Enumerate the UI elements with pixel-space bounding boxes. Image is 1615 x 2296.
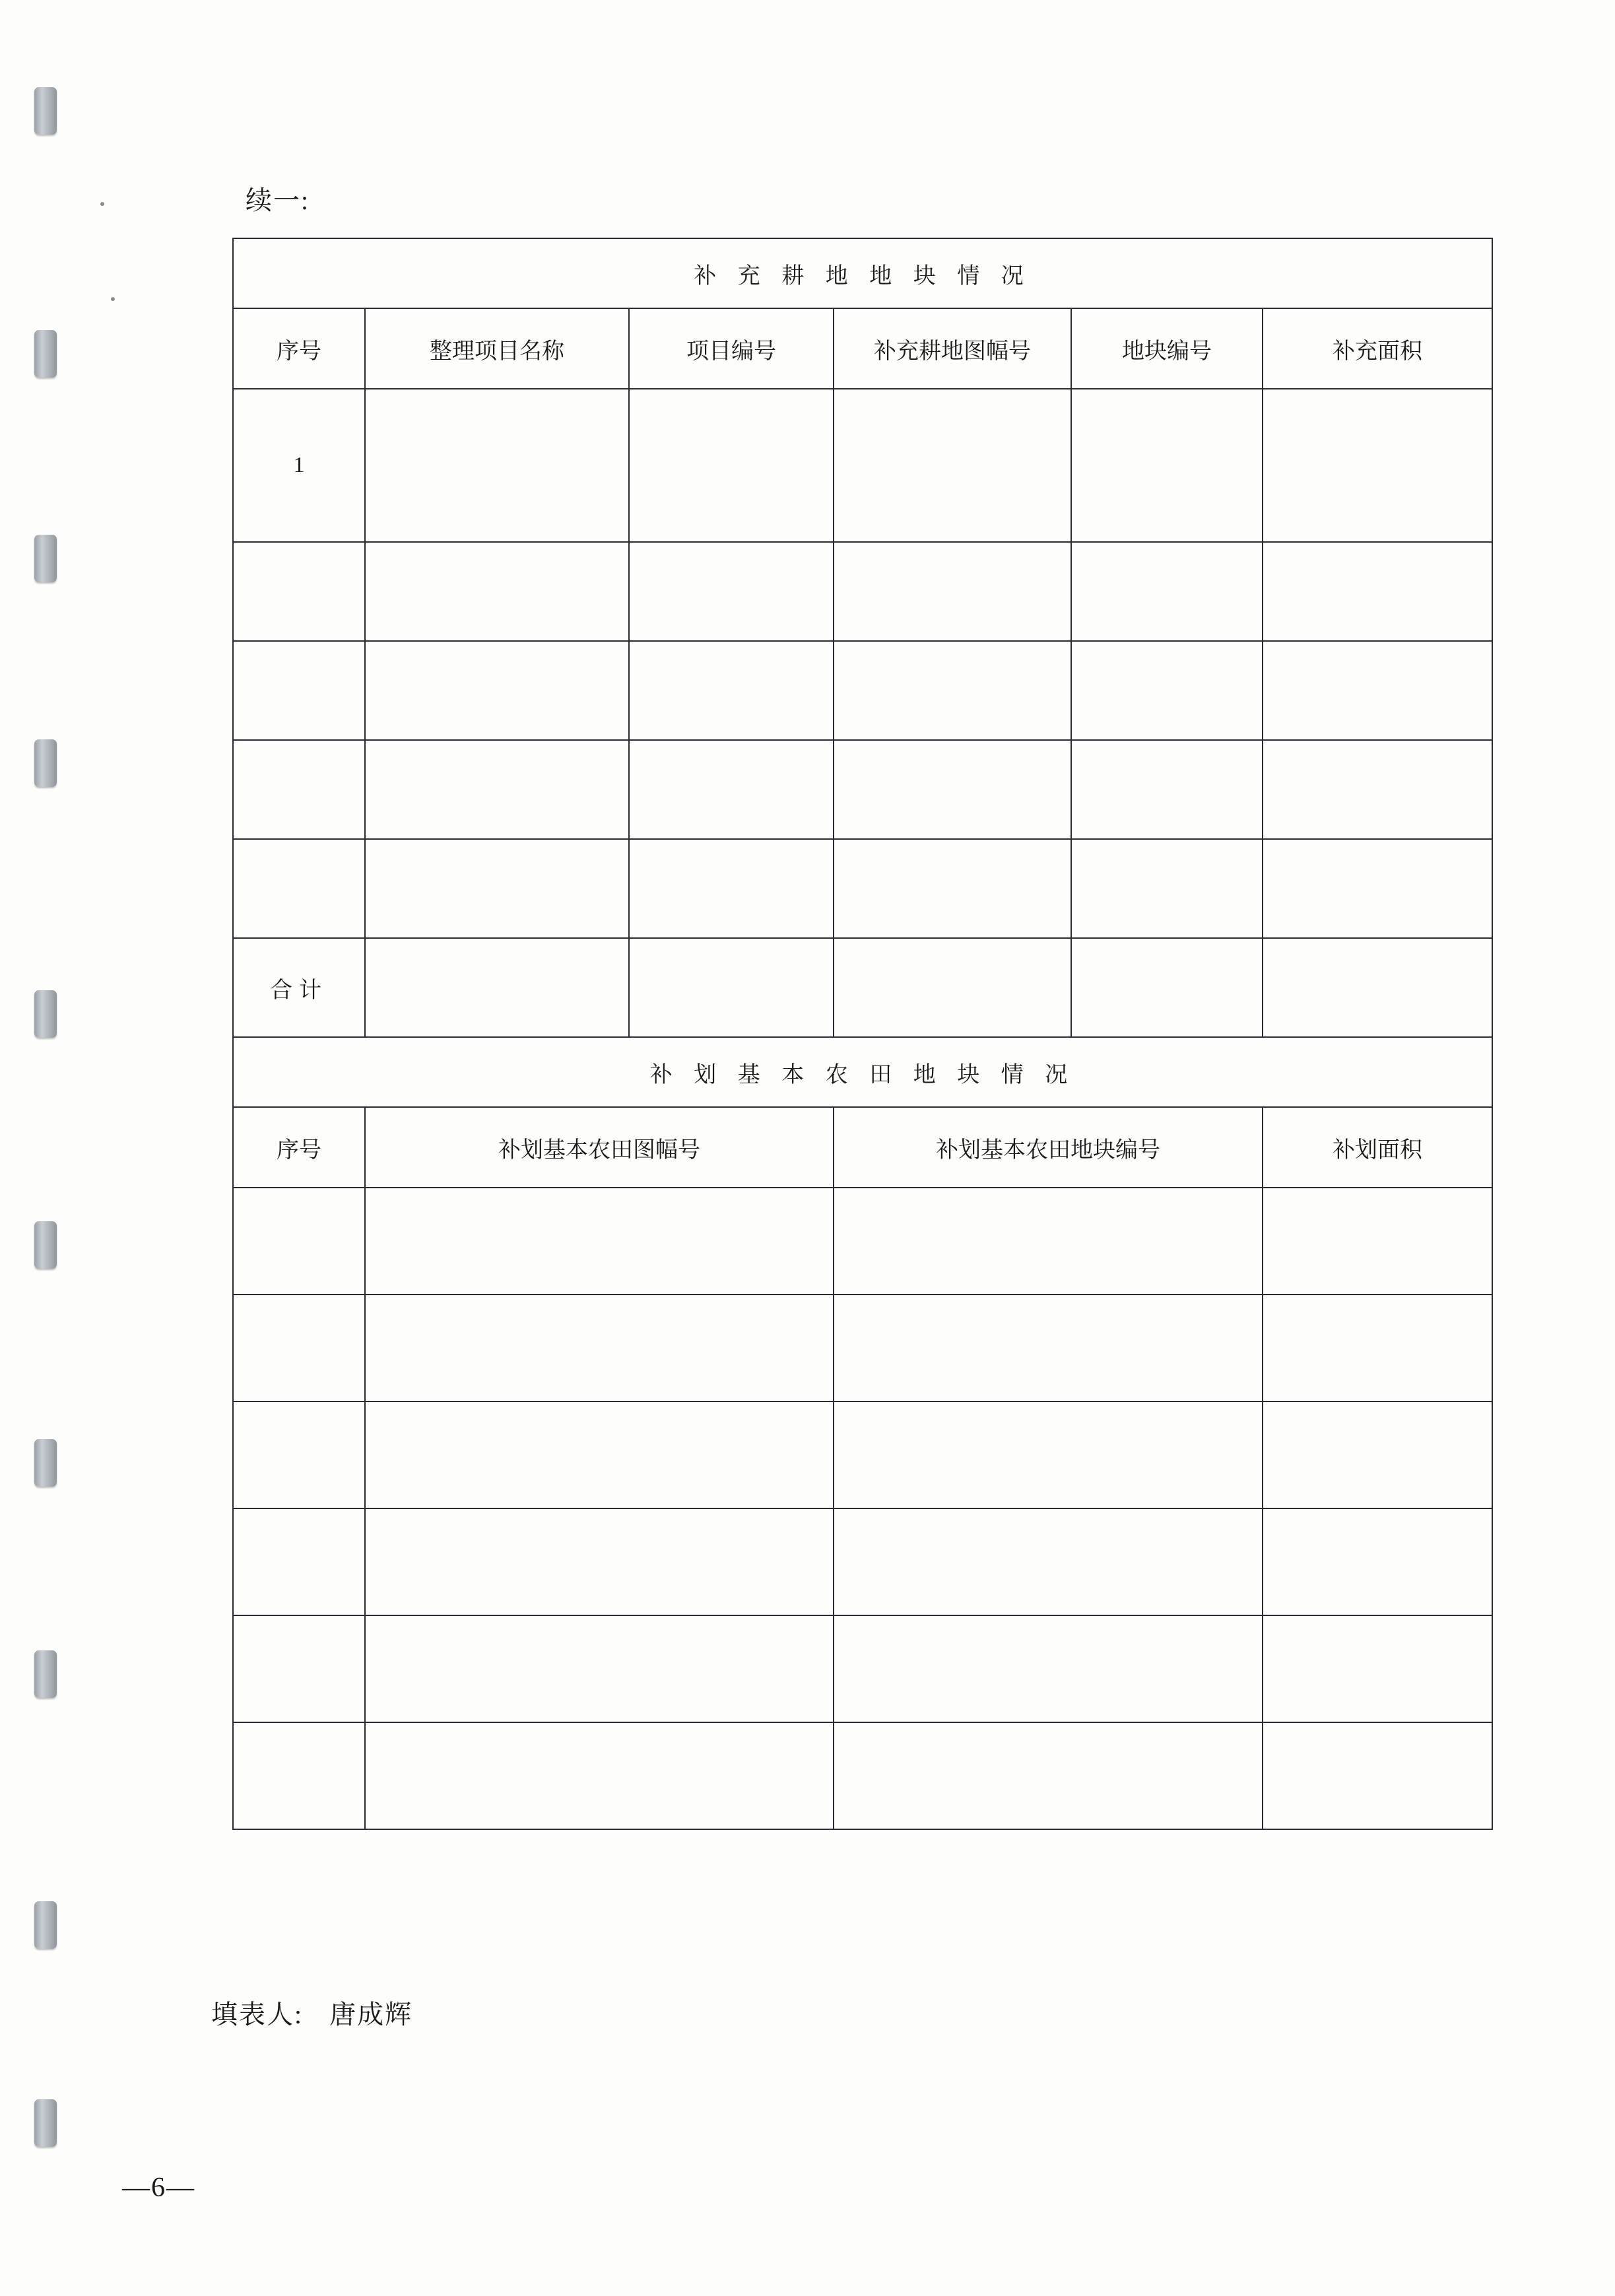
cell-seq-2[interactable] — [233, 1615, 365, 1722]
table-row — [233, 1508, 1492, 1615]
cell-farmland-parcel-code[interactable] — [834, 1188, 1263, 1295]
cell-area[interactable] — [1263, 542, 1492, 641]
cell-seq[interactable] — [233, 542, 365, 641]
cell-farmland-parcel-code[interactable] — [834, 1508, 1263, 1615]
cell-farmland-area[interactable] — [1263, 1722, 1492, 1829]
cell-parcel-code[interactable] — [1071, 740, 1263, 839]
cell-project-name[interactable] — [365, 740, 629, 839]
cell-seq-2[interactable] — [233, 1188, 365, 1295]
table-row — [233, 1615, 1492, 1722]
cell-farmland-parcel-code[interactable] — [834, 1722, 1263, 1829]
table-row — [233, 1295, 1492, 1401]
cell-project-code[interactable] — [629, 389, 834, 542]
cell-map-sheet[interactable] — [834, 542, 1071, 641]
cell-parcel-code[interactable] — [1071, 389, 1263, 542]
scan-speck — [100, 202, 104, 206]
continuation-label: 续一: — [246, 186, 310, 215]
table-row — [233, 238, 1492, 308]
cell-total-area[interactable] — [1263, 938, 1492, 1037]
cell-total-project-name[interactable] — [365, 938, 629, 1037]
cell-parcel-code[interactable] — [1071, 542, 1263, 641]
cell-area[interactable] — [1263, 389, 1492, 542]
cell-map-sheet[interactable] — [834, 740, 1071, 839]
table-row — [233, 1401, 1492, 1508]
cell-total-map-sheet[interactable] — [834, 938, 1071, 1037]
table-total-row — [233, 938, 1492, 1037]
table-row — [233, 542, 1492, 641]
signature-label: 填表人: — [211, 2000, 304, 2029]
cell-total-parcel-code[interactable] — [1071, 938, 1263, 1037]
cell-farmland-map-sheet[interactable] — [365, 1188, 834, 1295]
cell-project-code[interactable] — [629, 740, 834, 839]
scan-speck — [111, 297, 115, 301]
cell-farmland-area[interactable] — [1263, 1508, 1492, 1615]
cell-project-name[interactable] — [365, 389, 629, 542]
cell-project-code[interactable] — [629, 542, 834, 641]
column-header-project-code: 项目编号 — [629, 308, 834, 389]
table-row — [233, 641, 1492, 740]
cell-map-sheet[interactable] — [834, 641, 1071, 740]
table-header-row — [233, 308, 1492, 389]
cell-area[interactable] — [1263, 740, 1492, 839]
cell-seq-2[interactable] — [233, 1722, 365, 1829]
column-header-parcel-code: 地块编号 — [1071, 308, 1263, 389]
cell-project-name[interactable] — [365, 542, 629, 641]
cell-map-sheet[interactable] — [834, 839, 1071, 938]
signature-line — [211, 1994, 412, 2031]
section-one-band-title: 补 充 耕 地 地 块 情 况 — [233, 238, 1492, 308]
cell-seq[interactable] — [233, 740, 365, 839]
cell-farmland-map-sheet[interactable] — [365, 1295, 834, 1401]
cell-project-code[interactable] — [629, 641, 834, 740]
column-header-seq: 序号 — [233, 308, 365, 389]
column-header-farmland-area: 补划面积 — [1263, 1107, 1492, 1188]
cell-farmland-area[interactable] — [1263, 1295, 1492, 1401]
cell-project-code[interactable] — [629, 839, 834, 938]
form-table — [232, 238, 1493, 1830]
cell-farmland-map-sheet[interactable] — [365, 1508, 834, 1615]
table-row — [233, 740, 1492, 839]
column-header-farmland-map-sheet: 补划基本农田图幅号 — [365, 1107, 834, 1188]
cell-area[interactable] — [1263, 641, 1492, 740]
table-row — [233, 839, 1492, 938]
cell-farmland-map-sheet[interactable] — [365, 1722, 834, 1829]
page-number: —6— — [122, 2173, 195, 2203]
cell-seq-2[interactable] — [233, 1401, 365, 1508]
column-header-area: 补充面积 — [1263, 308, 1492, 389]
column-header-map-sheet: 补充耕地图幅号 — [834, 308, 1071, 389]
cell-project-name[interactable] — [365, 641, 629, 740]
cell-farmland-map-sheet[interactable] — [365, 1615, 834, 1722]
table-row — [233, 1037, 1492, 1107]
cell-seq[interactable] — [233, 839, 365, 938]
cell-seq-2[interactable] — [233, 1508, 365, 1615]
cell-area[interactable] — [1263, 839, 1492, 938]
column-header-farmland-parcel-code: 补划基本农田地块编号 — [834, 1107, 1263, 1188]
cell-farmland-parcel-code[interactable] — [834, 1615, 1263, 1722]
cell-parcel-code[interactable] — [1071, 641, 1263, 740]
cell-parcel-code[interactable] — [1071, 839, 1263, 938]
cell-seq[interactable] — [233, 641, 365, 740]
cell-total-label: 合计 — [233, 938, 365, 1037]
column-header-project-name: 整理项目名称 — [365, 308, 629, 389]
cell-project-name[interactable] — [365, 839, 629, 938]
column-header-seq-2: 序号 — [233, 1107, 365, 1188]
cell-farmland-parcel-code[interactable] — [834, 1401, 1263, 1508]
cell-total-project-code[interactable] — [629, 938, 834, 1037]
table-header-row — [233, 1107, 1492, 1188]
cell-farmland-area[interactable] — [1263, 1401, 1492, 1508]
cell-seq-2[interactable] — [233, 1295, 365, 1401]
table-row — [233, 1188, 1492, 1295]
cell-map-sheet[interactable] — [834, 389, 1071, 542]
section-two-band-title: 补 划 基 本 农 田 地 块 情 况 — [233, 1037, 1492, 1107]
cell-farmland-area[interactable] — [1263, 1615, 1492, 1722]
cell-farmland-map-sheet[interactable] — [365, 1401, 834, 1508]
table-row — [233, 389, 1492, 542]
cell-farmland-area[interactable] — [1263, 1188, 1492, 1295]
cell-seq[interactable]: 1 — [233, 389, 365, 542]
table-row — [233, 1722, 1492, 1829]
signature-name: 唐成辉 — [329, 2000, 413, 2029]
cell-farmland-parcel-code[interactable] — [834, 1295, 1263, 1401]
